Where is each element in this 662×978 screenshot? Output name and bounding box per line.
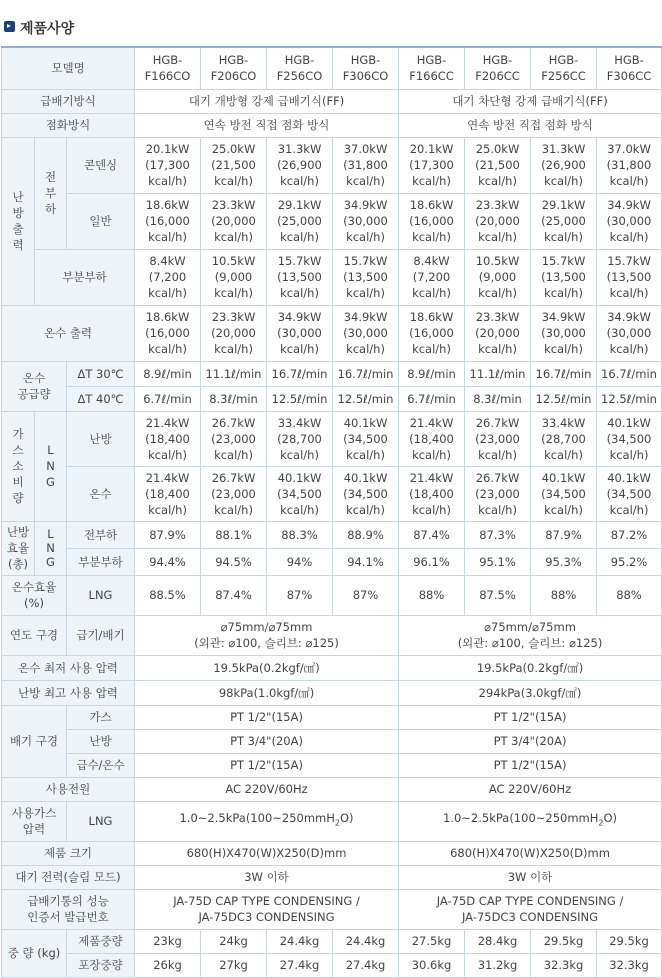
weight-package-cell: 27.4kg xyxy=(267,953,333,977)
partial-cell: 8.4kW (7,200 kcal/h) xyxy=(135,249,201,305)
weight-package-cell: 27kg xyxy=(201,953,267,977)
row-eff-full xyxy=(2,521,662,548)
gas-pressure-label: 사용가스 압력 xyxy=(2,801,67,841)
hw-min-pressure-label: 온수 최저 사용 압력 xyxy=(2,655,135,680)
gas-heating-cell: 40.1kW (34,500 kcal/h) xyxy=(333,411,399,466)
weight-product-cell: 24.4kg xyxy=(333,929,399,953)
partial-cell: 15.7kW (13,500 kcal/h) xyxy=(267,249,333,305)
gas-fuel-label: L N G xyxy=(35,411,67,521)
dt40-cell: 8.3ℓ/min xyxy=(201,386,267,411)
heat-max-pressure-label: 난방 최고 사용 압력 xyxy=(2,680,135,705)
gas-pressure-cc xyxy=(399,801,662,841)
cert-label: 급배기통의 성능 인증서 발급번호 xyxy=(2,889,135,929)
condensing-cell: 20.1kW (17,300 kcal/h) xyxy=(135,137,201,193)
piping-label: 배기 구경 xyxy=(2,705,67,777)
flue-cc: ⌀75mm/⌀75mm (외관: ⌀100, 슬리브: ⌀125) xyxy=(399,615,662,655)
row-dt30 xyxy=(2,361,662,386)
pipe-supply-label: 급수/온수 xyxy=(67,753,135,777)
weight-package-label: 포장중량 xyxy=(67,953,135,977)
dt30-cell: 11.1ℓ/min xyxy=(465,361,531,386)
eff-partial-cell: 95.2% xyxy=(597,548,662,575)
dt40-cell: 6.7ℓ/min xyxy=(135,386,201,411)
gas-pressure-fuel: LNG xyxy=(67,801,135,841)
row-hot-water-efficiency xyxy=(2,575,662,615)
dt30-cell: 16.7ℓ/min xyxy=(333,361,399,386)
row-gas-heating xyxy=(2,411,662,466)
dt40-cell: 12.5ℓ/min xyxy=(333,386,399,411)
partial-load-label: 부분부하 xyxy=(35,249,135,305)
partial-cell: 15.7kW (13,500 kcal/h) xyxy=(531,249,597,305)
eff-full-cell: 88.1% xyxy=(201,521,267,548)
row-dt40 xyxy=(2,386,662,411)
standby-co: 3W 이하 xyxy=(135,865,399,889)
standby-label: 대기 전력(슬림 모드) xyxy=(2,865,135,889)
hw-eff-cell: 88% xyxy=(597,575,662,615)
gas-heating-cell: 21.4kW (18,400 kcal/h) xyxy=(399,411,465,466)
gas-hw-cell: 21.4kW (18,400 kcal/h) xyxy=(399,466,465,521)
hw-eff-fuel-label: LNG xyxy=(67,575,135,615)
standby-cc: 3W 이하 xyxy=(399,865,662,889)
general-cell: 29.1kW (25,000 kcal/h) xyxy=(531,193,597,249)
general-cell: 18.6kW (16,000 kcal/h) xyxy=(135,193,201,249)
row-standby xyxy=(2,865,662,889)
partial-cell: 10.5kW (9,000 kcal/h) xyxy=(201,249,267,305)
row-exhaust xyxy=(2,89,662,113)
section-header xyxy=(0,0,662,46)
row-condensing xyxy=(2,137,662,193)
eff-partial-cell: 96.1% xyxy=(399,548,465,575)
hw-output-cell: 34.9kW (30,000 kcal/h) xyxy=(267,305,333,361)
general-label: 일반 xyxy=(67,193,135,249)
hot-water-supply-label: 온수 공급량 xyxy=(2,361,67,411)
row-pipe-gas xyxy=(2,705,662,729)
pipe-heating-co: PT 3/4"(20A) xyxy=(135,729,399,753)
eff-full-cell: 88.3% xyxy=(267,521,333,548)
power-label: 사용전원 xyxy=(2,777,135,801)
hw-eff-cell: 88% xyxy=(399,575,465,615)
dt40-label: ΔT 40℃ xyxy=(67,386,135,411)
general-cell: 18.6kW (16,000 kcal/h) xyxy=(399,193,465,249)
weight-product-cell: 29.5kg xyxy=(597,929,662,953)
pipe-heating-label: 난방 xyxy=(67,729,135,753)
weight-package-cell: 32.3kg xyxy=(531,953,597,977)
size-label: 제품 크기 xyxy=(2,841,135,865)
gas-hw-cell: 40.1kW (34,500 kcal/h) xyxy=(267,466,333,521)
hw-eff-cell: 88% xyxy=(531,575,597,615)
row-flue xyxy=(2,615,662,655)
row-hw-min-pressure xyxy=(2,655,662,680)
dt30-cell: 11.1ℓ/min xyxy=(201,361,267,386)
weight-package-cell: 32.3kg xyxy=(597,953,662,977)
partial-cell: 15.7kW (13,500 kcal/h) xyxy=(597,249,662,305)
hw-output-cell: 34.9kW (30,000 kcal/h) xyxy=(333,305,399,361)
hw-eff-cell: 87% xyxy=(333,575,399,615)
condensing-cell: 25.0kW (21,500 kcal/h) xyxy=(201,137,267,193)
row-general xyxy=(2,193,662,249)
hw-output-cell: 23.3kW (20,000 kcal/h) xyxy=(465,305,531,361)
heat-max-pressure-co: 98kPa(1.0kgf/㎠) xyxy=(135,680,399,705)
general-cell: 34.9kW (30,000 kcal/h) xyxy=(333,193,399,249)
dt40-cell: 8.3ℓ/min xyxy=(465,386,531,411)
pipe-gas-label: 가스 xyxy=(67,705,135,729)
partial-cell: 8.4kW (7,200 kcal/h) xyxy=(399,249,465,305)
weight-product-cell: 24kg xyxy=(201,929,267,953)
hw-output-cell: 34.9kW (30,000 kcal/h) xyxy=(531,305,597,361)
hw-eff-cell: 87.4% xyxy=(201,575,267,615)
dt30-cell: 16.7ℓ/min xyxy=(531,361,597,386)
row-gas-pressure xyxy=(2,801,662,841)
row-weight-package xyxy=(2,953,662,977)
dt40-cell: 12.5ℓ/min xyxy=(531,386,597,411)
model-cell: HGB- F256CO xyxy=(267,47,333,89)
hw-output-cell: 34.9kW (30,000 kcal/h) xyxy=(597,305,662,361)
row-cert xyxy=(2,889,662,929)
eff-full-cell: 87.9% xyxy=(531,521,597,548)
ignition-cc: 연속 방전 직접 점화 방식 xyxy=(399,113,662,137)
dt40-cell: 12.5ℓ/min xyxy=(267,386,333,411)
hw-min-pressure-co: 19.5kPa(0.2kgf/㎠) xyxy=(135,655,399,680)
gas-hw-cell: 26.7kW (23,000 kcal/h) xyxy=(465,466,531,521)
dt30-cell: 8.9ℓ/min xyxy=(399,361,465,386)
gas-heating-cell: 40.1kW (34,500 kcal/h) xyxy=(597,411,662,466)
eff-full-cell: 88.9% xyxy=(333,521,399,548)
row-hot-water-output xyxy=(2,305,662,361)
condensing-cell: 31.3kW (26,900 kcal/h) xyxy=(531,137,597,193)
flue-label: 연도 구경 xyxy=(2,615,67,655)
row-weight-product xyxy=(2,929,662,953)
weight-product-cell: 27.5kg xyxy=(399,929,465,953)
weight-product-cell: 29.5kg xyxy=(531,929,597,953)
gas-hw-cell: 40.1kW (34,500 kcal/h) xyxy=(333,466,399,521)
model-cell: HGB- F166CC xyxy=(399,47,465,89)
dt40-cell: 6.7ℓ/min xyxy=(399,386,465,411)
size-co: 680(H)X470(W)X250(D)mm xyxy=(135,841,399,865)
eff-partial-cell: 94.4% xyxy=(135,548,201,575)
gas-consumption-label: 가 스 소 비 량 xyxy=(2,411,35,521)
eff-partial-cell: 95.3% xyxy=(531,548,597,575)
eff-fuel-label: L N G xyxy=(35,521,67,575)
row-size xyxy=(2,841,662,865)
gas-pressure-co xyxy=(135,801,399,841)
exhaust-label: 급배기방식 xyxy=(2,89,135,113)
gas-heating-cell: 33.4kW (28,700 kcal/h) xyxy=(531,411,597,466)
pipe-supply-co: PT 1/2"(15A) xyxy=(135,753,399,777)
row-ignition xyxy=(2,113,662,137)
gas-heating-cell: 26.7kW (23,000 kcal/h) xyxy=(201,411,267,466)
cert-co: JA-75D CAP TYPE CONDENSING / JA-75DC3 CONDENSING xyxy=(135,889,399,929)
row-model xyxy=(2,47,662,89)
dt30-cell: 16.7ℓ/min xyxy=(267,361,333,386)
eff-partial-cell: 94.1% xyxy=(333,548,399,575)
gas-hw-cell: 40.1kW (34,500 kcal/h) xyxy=(531,466,597,521)
eff-full-cell: 87.2% xyxy=(597,521,662,548)
hw-eff-cell: 87.5% xyxy=(465,575,531,615)
condensing-cell: 25.0kW (21,500 kcal/h) xyxy=(465,137,531,193)
heat-max-pressure-cc: 294kPa(3.0kgf/㎠) xyxy=(399,680,662,705)
condensing-label: 콘덴싱 xyxy=(67,137,135,193)
pipe-gas-cc: PT 1/2"(15A) xyxy=(399,705,662,729)
row-power xyxy=(2,777,662,801)
row-partial-load xyxy=(2,249,662,305)
weight-package-cell: 27.4kg xyxy=(333,953,399,977)
hw-min-pressure-cc: 19.5kPa(0.2kgf/㎠) xyxy=(399,655,662,680)
ignition-co: 연속 방전 직접 점화 방식 xyxy=(135,113,399,137)
model-cell: HGB- F166CO xyxy=(135,47,201,89)
power-co: AC 220V/60Hz xyxy=(135,777,399,801)
weight-product-cell: 23kg xyxy=(135,929,201,953)
partial-cell: 15.7kW (13,500 kcal/h) xyxy=(333,249,399,305)
pipe-supply-cc: PT 1/2"(15A) xyxy=(399,753,662,777)
eff-full-cell: 87.3% xyxy=(465,521,531,548)
gas-hot-water-label: 온수 xyxy=(67,466,135,521)
hot-water-output-label: 온수 출력 xyxy=(2,305,135,361)
arrow-bullet-icon xyxy=(4,21,15,32)
gas-pressure-cc-end: O) xyxy=(603,811,618,826)
gas-pressure-cc-sub: 2 xyxy=(598,818,604,828)
hot-water-efficiency-label: 온수효율 (%) xyxy=(2,575,67,615)
row-eff-partial xyxy=(2,548,662,575)
partial-cell: 10.5kW (9,000 kcal/h) xyxy=(465,249,531,305)
dt30-cell: 16.7ℓ/min xyxy=(597,361,662,386)
eff-partial-label: 부분부하 xyxy=(67,548,135,575)
hw-output-cell: 18.6kW (16,000 kcal/h) xyxy=(135,305,201,361)
gas-pressure-co-main: 1.0~2.5kPa(100~250mmH xyxy=(179,811,335,826)
eff-full-cell: 87.4% xyxy=(399,521,465,548)
condensing-cell: 37.0kW (31,800 kcal/h) xyxy=(597,137,662,193)
general-cell: 29.1kW (25,000 kcal/h) xyxy=(267,193,333,249)
gas-heating-label: 난방 xyxy=(67,411,135,466)
pipe-gas-co: PT 1/2"(15A) xyxy=(135,705,399,729)
weight-label: 중 량 (kg) xyxy=(2,929,67,977)
dt30-cell: 8.9ℓ/min xyxy=(135,361,201,386)
power-cc: AC 220V/60Hz xyxy=(399,777,662,801)
flue-sub-label: 급기/배기 xyxy=(67,615,135,655)
gas-pressure-cc-main: 1.0~2.5kPa(100~250mmH xyxy=(442,811,599,826)
heating-output-label: 난 방 출 력 xyxy=(2,137,35,305)
dt40-cell: 12.5ℓ/min xyxy=(597,386,662,411)
gas-hw-cell: 21.4kW (18,400 kcal/h) xyxy=(135,466,201,521)
weight-product-cell: 24.4kg xyxy=(267,929,333,953)
weight-package-cell: 26kg xyxy=(135,953,201,977)
gas-hw-cell: 40.1kW (34,500 kcal/h) xyxy=(597,466,662,521)
weight-product-label: 제품중량 xyxy=(67,929,135,953)
full-load-label: 전 부 하 xyxy=(35,137,67,249)
eff-partial-cell: 94.5% xyxy=(201,548,267,575)
eff-full-cell: 87.9% xyxy=(135,521,201,548)
gas-pressure-co-sub: 2 xyxy=(334,818,340,828)
page-title: 제품사양 xyxy=(20,21,75,37)
gas-pressure-co-end: O) xyxy=(340,811,354,826)
row-pipe-supply xyxy=(2,753,662,777)
hw-output-cell: 23.3kW (20,000 kcal/h) xyxy=(201,305,267,361)
weight-package-cell: 31.2kg xyxy=(465,953,531,977)
condensing-cell: 20.1kW (17,300 kcal/h) xyxy=(399,137,465,193)
model-label: 모델명 xyxy=(2,47,135,89)
cert-cc: JA-75D CAP TYPE CONDENSING / JA-75DC3 CONDENSING xyxy=(399,889,662,929)
eff-partial-cell: 94% xyxy=(267,548,333,575)
gas-heating-cell: 21.4kW (18,400 kcal/h) xyxy=(135,411,201,466)
gas-heating-cell: 33.4kW (28,700 kcal/h) xyxy=(267,411,333,466)
row-heat-max-pressure xyxy=(2,680,662,705)
eff-partial-cell: 95.1% xyxy=(465,548,531,575)
size-cc: 680(H)X470(W)X250(D)mm xyxy=(399,841,662,865)
model-cell: HGB- F206CC xyxy=(465,47,531,89)
general-cell: 23.3kW (20,000 kcal/h) xyxy=(465,193,531,249)
model-cell: HGB- F306CO xyxy=(333,47,399,89)
condensing-cell: 37.0kW (31,800 kcal/h) xyxy=(333,137,399,193)
hw-eff-cell: 88.5% xyxy=(135,575,201,615)
general-cell: 23.3kW (20,000 kcal/h) xyxy=(201,193,267,249)
weight-product-cell: 28.4kg xyxy=(465,929,531,953)
exhaust-co: 대기 개방형 강제 급배기식(FF) xyxy=(135,89,399,113)
model-cell: HGB- F256CC xyxy=(531,47,597,89)
pipe-heating-cc: PT 3/4"(20A) xyxy=(399,729,662,753)
gas-heating-cell: 26.7kW (23,000 kcal/h) xyxy=(465,411,531,466)
general-cell: 34.9kW (30,000 kcal/h) xyxy=(597,193,662,249)
heating-efficiency-label: 난방 효율 (총) xyxy=(2,521,35,575)
hw-output-cell: 18.6kW (16,000 kcal/h) xyxy=(399,305,465,361)
row-gas-hot-water xyxy=(2,466,662,521)
gas-hw-cell: 26.7kW (23,000 kcal/h) xyxy=(201,466,267,521)
hw-eff-cell: 87% xyxy=(267,575,333,615)
condensing-cell: 31.3kW (26,900 kcal/h) xyxy=(267,137,333,193)
row-pipe-heating xyxy=(2,729,662,753)
eff-full-label: 전부하 xyxy=(67,521,135,548)
ignition-label: 점화방식 xyxy=(2,113,135,137)
model-cell: HGB- F306CC xyxy=(597,47,662,89)
dt30-label: ΔT 30℃ xyxy=(67,361,135,386)
model-cell: HGB- F206CO xyxy=(201,47,267,89)
flue-co: ⌀75mm/⌀75mm (외관: ⌀100, 슬리브: ⌀125) xyxy=(135,615,399,655)
exhaust-cc: 대기 차단형 강제 급배기식(FF) xyxy=(399,89,662,113)
spec-table xyxy=(1,46,662,978)
weight-package-cell: 30.6kg xyxy=(399,953,465,977)
